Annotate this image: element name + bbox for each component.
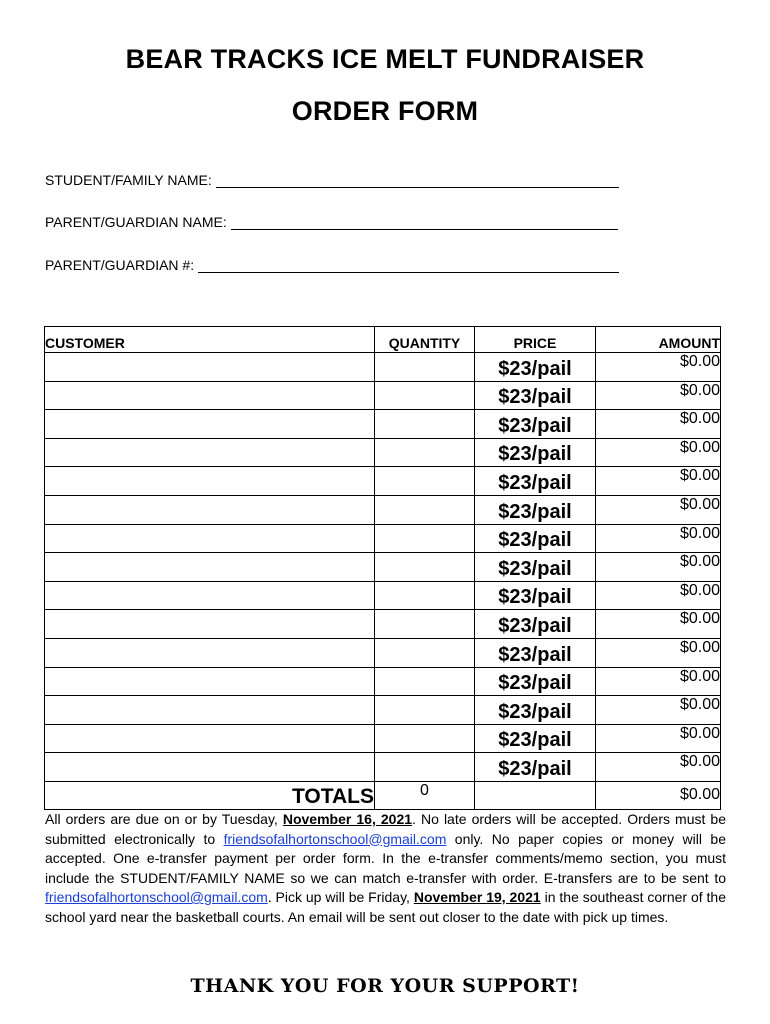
parent-guardian-name-field bbox=[45, 214, 618, 230]
amount-cell: $0.00 bbox=[596, 524, 721, 553]
order-row bbox=[45, 438, 721, 467]
quantity-cell[interactable] bbox=[375, 467, 475, 496]
customer-cell[interactable] bbox=[45, 438, 375, 467]
price-cell: $23/pail bbox=[475, 667, 596, 696]
amount-cell: $0.00 bbox=[596, 753, 721, 782]
pickup-date: November 19, 2021 bbox=[413, 889, 541, 905]
quantity-cell[interactable] bbox=[375, 667, 475, 696]
quantity-cell[interactable] bbox=[375, 495, 475, 524]
instructions-text: . Pick up will be Friday, bbox=[267, 889, 414, 905]
due-date: November 16, 2021 bbox=[282, 811, 413, 827]
student-family-name-label: STUDENT/FAMILY NAME: bbox=[45, 172, 212, 188]
price-cell: $23/pail bbox=[475, 353, 596, 382]
totals-quantity: 0 bbox=[375, 781, 475, 809]
amount-cell: $0.00 bbox=[596, 553, 721, 582]
price-cell: $23/pail bbox=[475, 753, 596, 782]
order-table-header bbox=[45, 327, 721, 353]
order-row bbox=[45, 753, 721, 782]
amount-cell: $0.00 bbox=[596, 724, 721, 753]
order-row bbox=[45, 353, 721, 382]
quantity-cell[interactable] bbox=[375, 753, 475, 782]
quantity-cell[interactable] bbox=[375, 581, 475, 610]
price-cell: $23/pail bbox=[475, 581, 596, 610]
customer-cell[interactable] bbox=[45, 467, 375, 496]
student-family-name-input[interactable] bbox=[216, 172, 619, 188]
customer-cell[interactable] bbox=[45, 696, 375, 725]
order-row bbox=[45, 610, 721, 639]
order-row bbox=[45, 410, 721, 439]
amount-cell: $0.00 bbox=[596, 410, 721, 439]
student-family-name-field bbox=[45, 172, 619, 188]
customer-cell[interactable] bbox=[45, 610, 375, 639]
parent-guardian-name-label: PARENT/GUARDIAN NAME: bbox=[45, 214, 227, 230]
order-row bbox=[45, 724, 721, 753]
customer-cell[interactable] bbox=[45, 638, 375, 667]
totals-blank bbox=[475, 781, 596, 809]
customer-cell[interactable] bbox=[45, 353, 375, 382]
amount-cell: $0.00 bbox=[596, 638, 721, 667]
customer-cell[interactable] bbox=[45, 410, 375, 439]
quantity-cell[interactable] bbox=[375, 724, 475, 753]
customer-cell[interactable] bbox=[45, 524, 375, 553]
amount-cell: $0.00 bbox=[596, 667, 721, 696]
price-cell: $23/pail bbox=[475, 467, 596, 496]
totals-row bbox=[45, 781, 721, 809]
thank-you-message: THANK YOU FOR YOUR SUPPORT! bbox=[190, 975, 580, 997]
parent-guardian-phone-input[interactable] bbox=[198, 257, 619, 273]
price-cell: $23/pail bbox=[475, 410, 596, 439]
quantity-cell[interactable] bbox=[375, 696, 475, 725]
amount-cell: $0.00 bbox=[596, 495, 721, 524]
form-title: BEAR TRACKS ICE MELT FUNDRAISER bbox=[125, 44, 645, 74]
customer-cell[interactable] bbox=[45, 724, 375, 753]
price-cell: $23/pail bbox=[475, 524, 596, 553]
customer-cell[interactable] bbox=[45, 667, 375, 696]
price-cell: $23/pail bbox=[475, 610, 596, 639]
price-cell: $23/pail bbox=[475, 381, 596, 410]
form-subtitle: ORDER FORM bbox=[291, 96, 479, 126]
price-header: PRICE bbox=[475, 327, 596, 353]
quantity-cell[interactable] bbox=[375, 438, 475, 467]
order-row bbox=[45, 524, 721, 553]
quantity-cell[interactable] bbox=[375, 524, 475, 553]
customer-cell[interactable] bbox=[45, 581, 375, 610]
order-instructions bbox=[45, 810, 726, 927]
totals-amount: $0.00 bbox=[596, 781, 721, 809]
order-table bbox=[44, 326, 721, 810]
quantity-cell[interactable] bbox=[375, 638, 475, 667]
instructions-text: All orders are due on or by Tuesday, bbox=[45, 811, 283, 827]
quantity-cell[interactable] bbox=[375, 553, 475, 582]
customer-cell[interactable] bbox=[45, 495, 375, 524]
quantity-header: QUANTITY bbox=[375, 327, 475, 353]
order-row bbox=[45, 638, 721, 667]
amount-cell: $0.00 bbox=[596, 353, 721, 382]
customer-header: CUSTOMER bbox=[45, 327, 375, 353]
instructions-text: . No late orders will be accepted. Orders must be submitted electronically to bbox=[45, 811, 726, 847]
amount-header: AMOUNT bbox=[596, 327, 721, 353]
order-row bbox=[45, 667, 721, 696]
order-row bbox=[45, 581, 721, 610]
amount-cell: $0.00 bbox=[596, 696, 721, 725]
quantity-cell[interactable] bbox=[375, 610, 475, 639]
customer-cell[interactable] bbox=[45, 553, 375, 582]
quantity-cell[interactable] bbox=[375, 353, 475, 382]
instructions-text: only. No paper copies or money will be accepted. One e-transfer payment per order form. In the e-transfer comments/memo section, you must include the STUDENT/FAMILY NAME so we can match e-transfer with order. E-transfers are to be sent to bbox=[45, 830, 726, 886]
email-link[interactable]: friendsofalhortonschool@gmail.com bbox=[45, 889, 268, 905]
email-link[interactable]: friendsofalhortonschool@gmail.com bbox=[223, 830, 447, 847]
order-row bbox=[45, 495, 721, 524]
customer-cell[interactable] bbox=[45, 753, 375, 782]
totals-label: TOTALS bbox=[45, 781, 375, 809]
price-cell: $23/pail bbox=[475, 696, 596, 725]
instructions-text: in the southeast corner of the school yard near the basketball courts. An email will be sent out closer to the date with pick up times. bbox=[45, 889, 726, 925]
price-cell: $23/pail bbox=[475, 638, 596, 667]
customer-cell[interactable] bbox=[45, 381, 375, 410]
amount-cell: $0.00 bbox=[596, 467, 721, 496]
order-row bbox=[45, 467, 721, 496]
quantity-cell[interactable] bbox=[375, 381, 475, 410]
parent-guardian-name-input[interactable] bbox=[231, 214, 618, 230]
quantity-cell[interactable] bbox=[375, 410, 475, 439]
order-row bbox=[45, 696, 721, 725]
price-cell: $23/pail bbox=[475, 724, 596, 753]
amount-cell: $0.00 bbox=[596, 381, 721, 410]
price-cell: $23/pail bbox=[475, 438, 596, 467]
price-cell: $23/pail bbox=[475, 553, 596, 582]
price-cell: $23/pail bbox=[475, 495, 596, 524]
order-row bbox=[45, 381, 721, 410]
amount-cell: $0.00 bbox=[596, 438, 721, 467]
parent-guardian-phone-label: PARENT/GUARDIAN #: bbox=[45, 257, 195, 273]
amount-cell: $0.00 bbox=[596, 581, 721, 610]
order-row bbox=[45, 553, 721, 582]
parent-guardian-phone-field bbox=[45, 257, 619, 273]
amount-cell: $0.00 bbox=[596, 610, 721, 639]
